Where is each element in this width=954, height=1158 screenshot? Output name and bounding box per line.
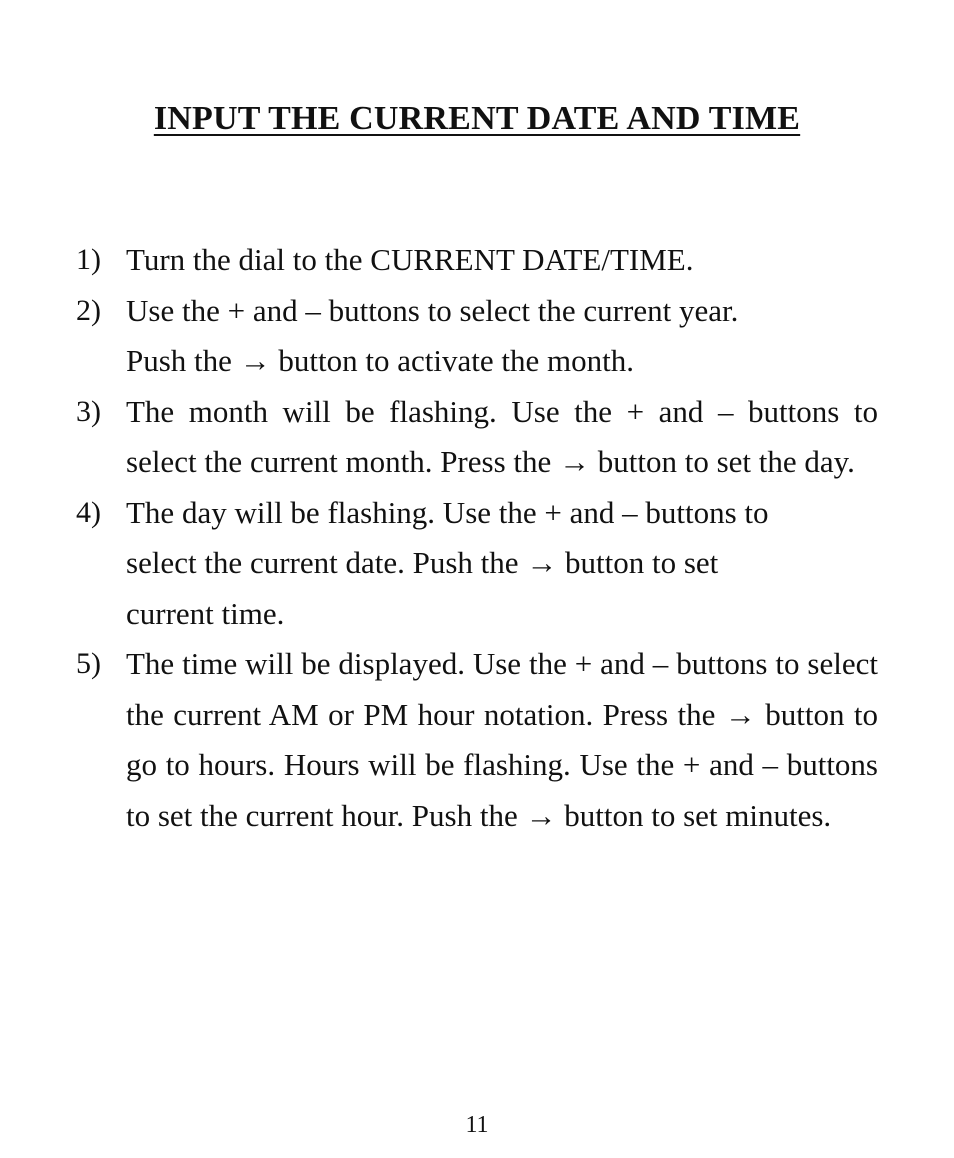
list-item-step-5: [76, 639, 878, 841]
page-title: INPUT THE CURRENT DATE AND TIME: [153, 100, 801, 137]
step-text: [126, 235, 878, 286]
list-item-step-1: [76, 235, 878, 286]
step-number: 2): [76, 293, 101, 327]
step-text: The time will be displayed. Use the + and – buttons to select the current AM or PM hour notation. Press the → button to go to hours. Hours will be flashing. Use the + and – buttons to set the current hour. Push the → button to set minutes.: [126, 646, 878, 833]
step-line: Push the → button to activate the month.: [126, 343, 634, 378]
step-text: The month will be flashing. Use the + and – buttons to select the current month. Press the → button to set the day.: [126, 393, 878, 479]
step-number: 1): [76, 243, 101, 276]
step-text: [126, 286, 878, 387]
step-line: Turn the dial to the CURRENT DATE/TIME.: [126, 242, 694, 277]
step-text: [126, 488, 878, 640]
step-number: 5): [76, 647, 101, 680]
step-line: current time.: [126, 595, 285, 631]
step-line: The day will be flashing. Use the + and – buttons to: [126, 494, 769, 530]
step-line: Use the + and – buttons to select the current year.: [126, 292, 739, 328]
instruction-list: [76, 235, 878, 841]
list-item-step-2: [76, 286, 878, 387]
step-line: select the current date. Push the → button to set: [126, 545, 719, 580]
list-item-step-4: [76, 488, 878, 640]
step-number: 4): [76, 495, 101, 529]
step-number: 3): [76, 394, 101, 428]
page-number: 11: [465, 1112, 489, 1138]
list-item-step-3: [76, 387, 878, 488]
